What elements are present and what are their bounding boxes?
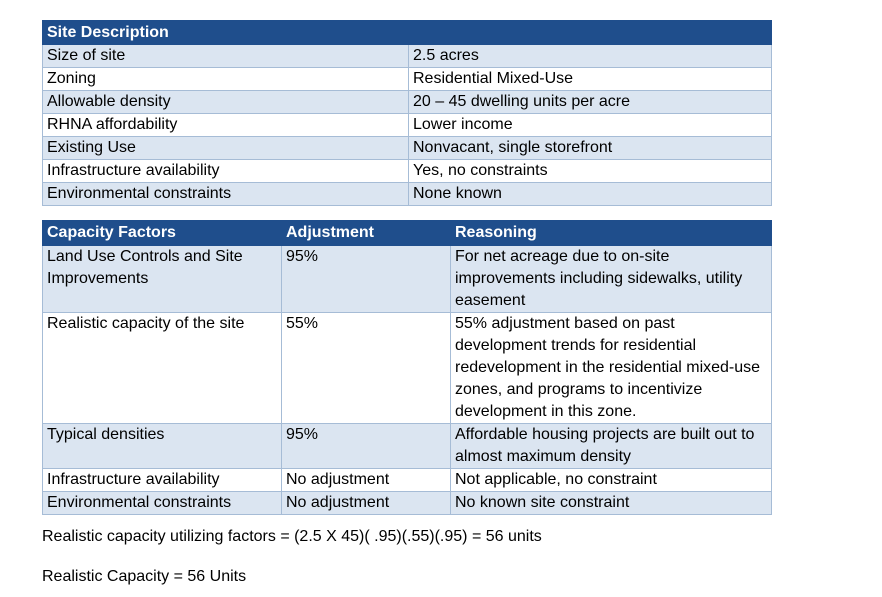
adjustment-cell: 95% (282, 424, 451, 469)
row-label: Zoning (43, 68, 409, 91)
adjustment-header: Adjustment (282, 221, 451, 246)
row-label: Existing Use (43, 137, 409, 160)
adjustment-cell: 55% (282, 313, 451, 424)
row-value: Residential Mixed-Use (409, 68, 772, 91)
reasoning-header: Reasoning (451, 221, 772, 246)
reasoning-cell: For net acreage due to on-site improvements including sidewalks, utility easement (451, 246, 772, 313)
row-value: 20 – 45 dwelling units per acre (409, 91, 772, 114)
capacity-table-header-row (43, 221, 772, 246)
row-label: Allowable density (43, 91, 409, 114)
table-row (43, 45, 772, 68)
factor-cell: Typical densities (43, 424, 282, 469)
site-table-header-row (43, 21, 772, 45)
row-value: Lower income (409, 114, 772, 137)
factor-cell: Realistic capacity of the site (43, 313, 282, 424)
realistic-capacity-text: Realistic Capacity = 56 Units (42, 568, 247, 585)
capacity-factors-header: Capacity Factors (43, 221, 282, 246)
row-label: Infrastructure availability (43, 160, 409, 183)
table-row (43, 91, 772, 114)
table-row (43, 68, 772, 91)
factor-cell: Infrastructure availability (43, 469, 282, 492)
table-row (43, 160, 772, 183)
table-row (43, 183, 772, 206)
reasoning-cell: 55% adjustment based on past development trends for residential redevelopment in the residential mixed-use zones, and programs to incentivize development in this zone. (451, 313, 772, 424)
factor-cell: Environmental constraints (43, 492, 282, 515)
adjustment-cell: No adjustment (282, 492, 451, 515)
site-description-table (42, 20, 772, 206)
row-value: 2.5 acres (409, 45, 772, 68)
table-row (43, 114, 772, 137)
row-label: Environmental constraints (43, 183, 409, 206)
table-row (43, 469, 772, 492)
reasoning-cell: Not applicable, no constraint (451, 469, 772, 492)
adjustment-cell: No adjustment (282, 469, 451, 492)
row-label: Size of site (43, 45, 409, 68)
table-row (43, 246, 772, 313)
adjustment-cell: 95% (282, 246, 451, 313)
table-row (43, 137, 772, 160)
table-row (43, 424, 772, 469)
row-value: Yes, no constraints (409, 160, 772, 183)
site-table-header: Site Description (43, 21, 772, 45)
factor-cell: Land Use Controls and Site Improvements (43, 246, 282, 313)
row-label: RHNA affordability (43, 114, 409, 137)
capacity-calculation-text: Realistic capacity utilizing factors = (2.5 X 45)( .95)(.55)(.95) = 56 units (42, 528, 542, 545)
table-row (43, 313, 772, 424)
reasoning-cell: Affordable housing projects are built out to almost maximum density (451, 424, 772, 469)
row-value: None known (409, 183, 772, 206)
capacity-factors-table (42, 220, 772, 515)
reasoning-cell: No known site constraint (451, 492, 772, 515)
row-value: Nonvacant, single storefront (409, 137, 772, 160)
table-row (43, 492, 772, 515)
